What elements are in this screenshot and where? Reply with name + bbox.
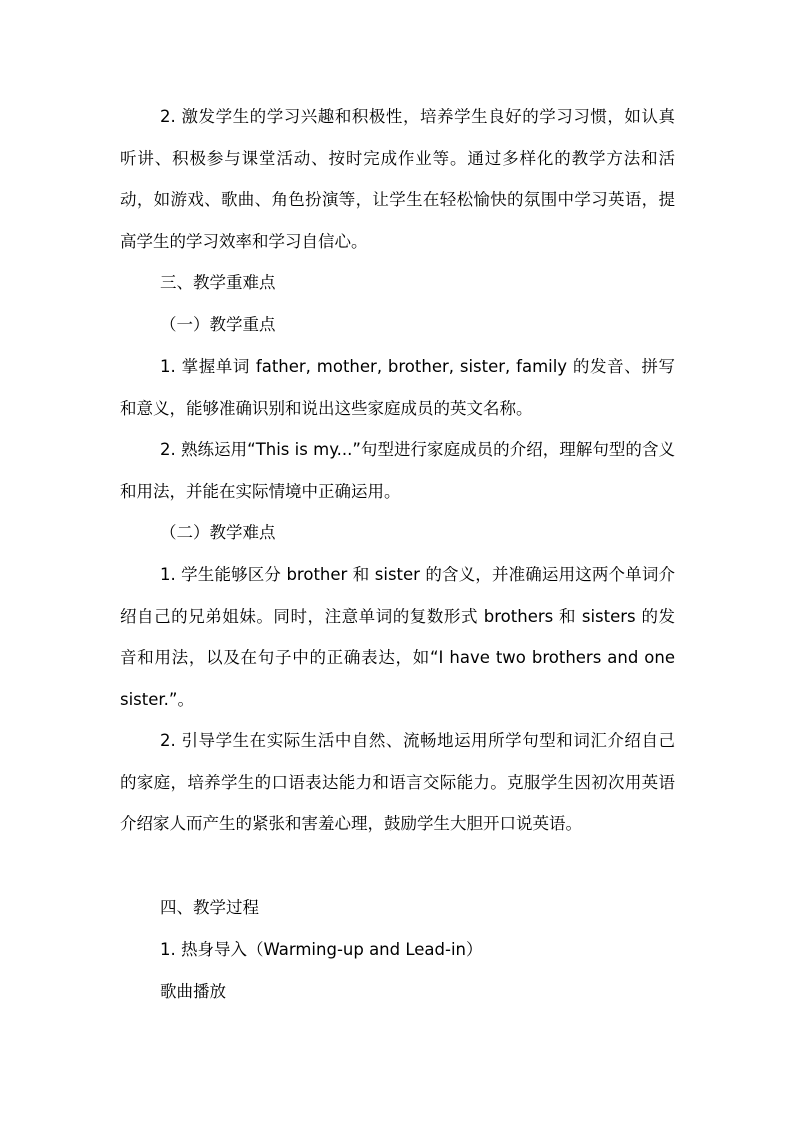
subheading-song-playing: 歌曲播放: [160, 982, 226, 1001]
paragraph-learning-interest: 2. 激发学生的学习兴趣和积极性，培养学生良好的学习习惯，如认真听讲、积极参与课堂活动、按时完成作业等。通过多样化的教学方法和活动，如游戏、歌曲、角色扮演等，让学生在轻松愉快的氛围中学习英语，提高学生的学习效率和学习自信心。: [120, 107, 675, 251]
subheading-difficult-points: （二）教学难点: [160, 523, 276, 542]
subheading-warming-up: 1. 热身导入（Warming-up and Lead-in）: [160, 940, 483, 959]
paragraph-difficult-point-siblings: 1. 学生能够区分 brother 和 sister 的含义，并准确运用这两个单词介绍自己的兄弟姐妹。同时，注意单词的复数形式 brothers 和 sisters 的发音和用法，以及在句子中的正确表达，如“I have two brothers and one sister.”。: [120, 565, 675, 709]
paragraph-difficult-point-speaking: 2. 引导学生在实际生活中自然、流畅地运用所学句型和词汇介绍自己的家庭，培养学生的口语表达能力和语言交际能力。克服学生因初次用英语介绍家人而产生的紧张和害羞心理，鼓励学生大胆开口说英语。: [120, 731, 675, 833]
subheading-key-points: （一）教学重点: [160, 315, 276, 334]
section-heading-key-difficult-points: 三、教学重难点: [160, 273, 276, 292]
section-heading-teaching-process: 四、教学过程: [160, 898, 259, 917]
paragraph-key-point-sentence: 2. 熟练运用“This is my...”句型进行家庭成员的介绍，理解句型的含义和用法，并能在实际情境中正确运用。: [120, 440, 675, 501]
paragraph-key-point-vocabulary: 1. 掌握单词 father, mother, brother, sister, family 的发音、拼写和意义，能够准确识别和说出这些家庭成员的英文名称。: [120, 357, 675, 418]
